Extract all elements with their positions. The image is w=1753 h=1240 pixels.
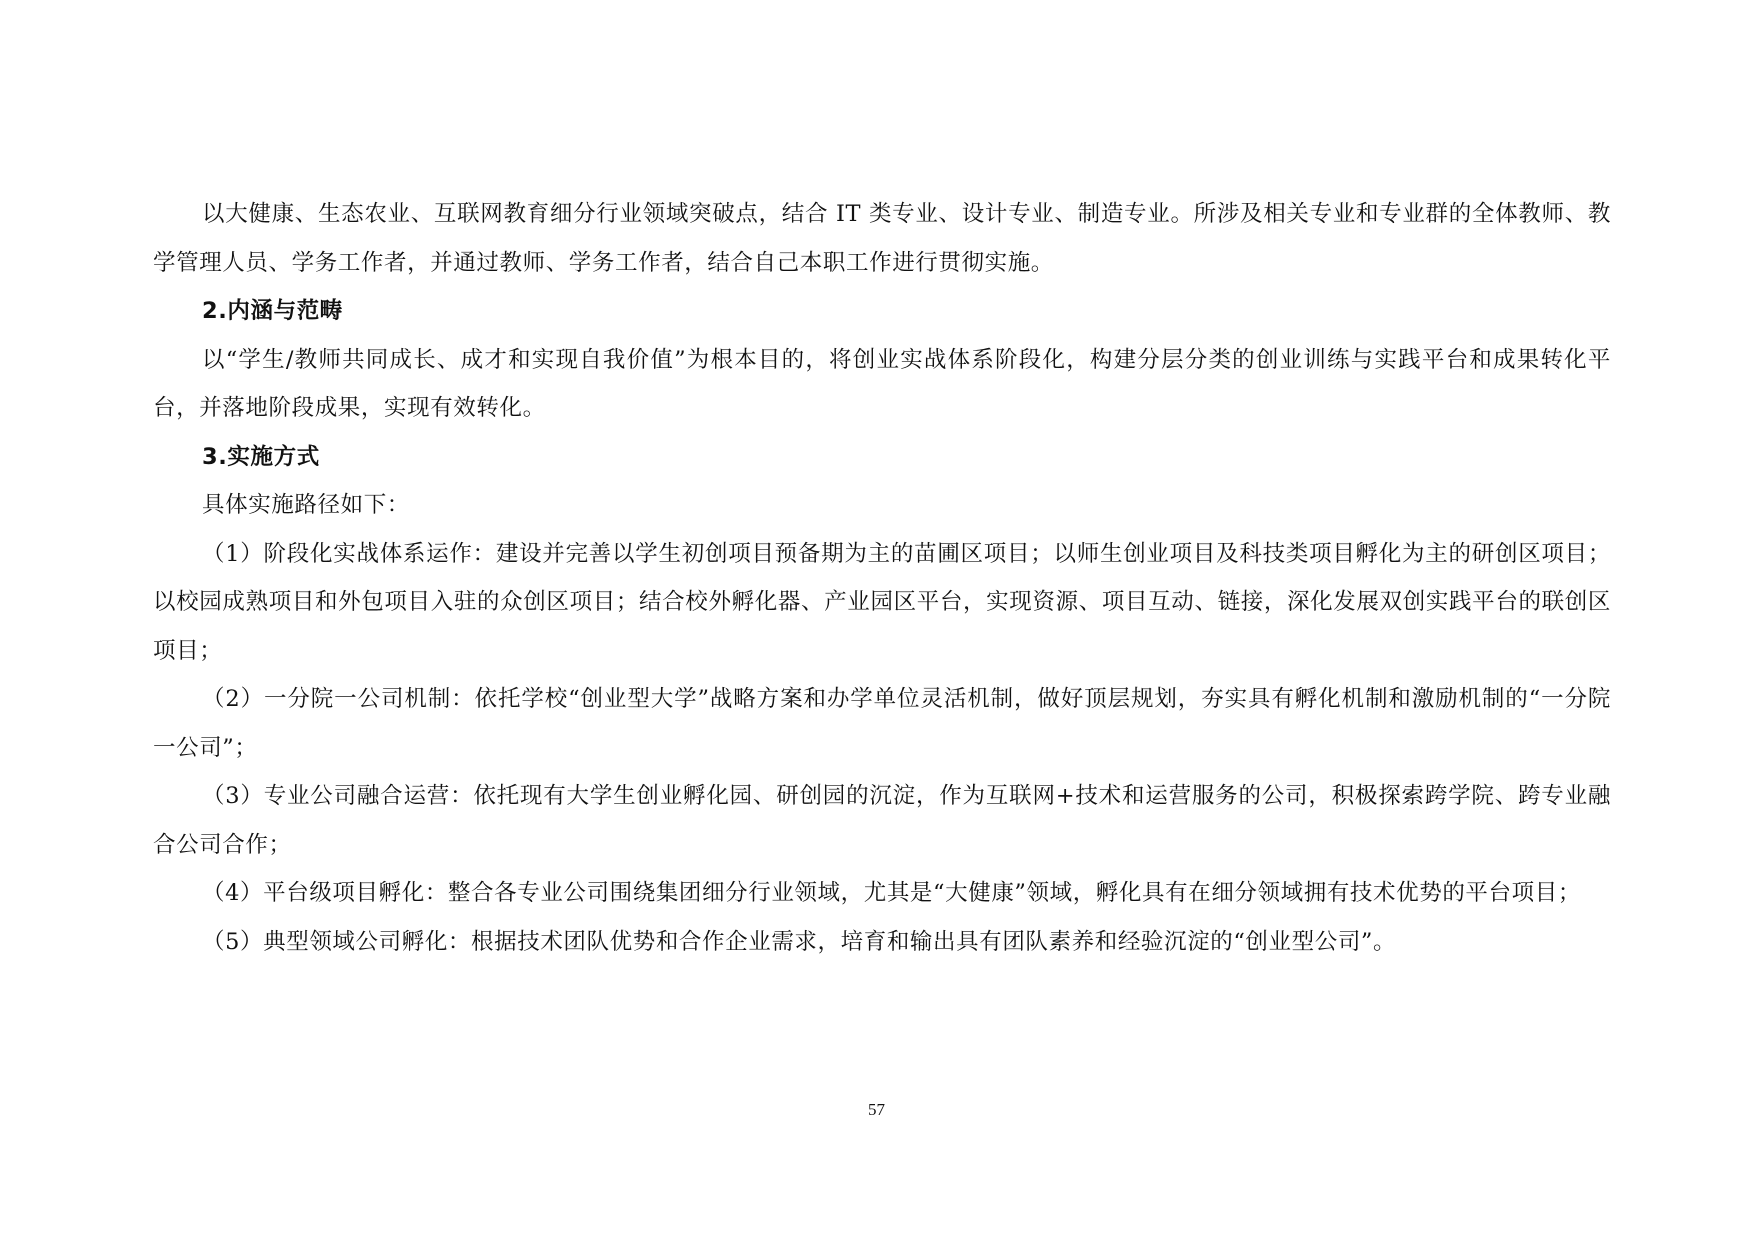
section-heading-connotation: 2.内涵与范畴 — [202, 298, 343, 324]
paragraph-connotation: 以“学生/教师共同成长、成才和实现自我价值”为根本目的，将创业实战体系阶段化，构建分层分类的创业训练与实践平台和成果转化平台，并落地阶段成果，实现有效转化。 — [153, 346, 1611, 421]
paragraph-item-5: （5）典型领域公司孵化：根据技术团队优势和合作企业需求，培育和输出具有团队素养和经验沉淀的“创业型公司”。 — [202, 928, 1397, 955]
page-number: 57 — [868, 1100, 885, 1119]
paragraph-scope: 以大健康、生态农业、互联网教育细分行业领域突破点，结合 IT 类专业、设计专业、制造专业。所涉及相关专业和专业群的全体教师、教学管理人员、学务工作者，并通过教师、学务工作者，结合自己本职工作进行贯彻实施。 — [153, 201, 1611, 276]
paragraph-path-intro: 具体实施路径如下： — [202, 492, 410, 518]
paragraph-item-4: （4）平台级项目孵化：整合各专业公司围绕集团细分行业领域，尤其是“大健康”领域，孵化具有在细分领域拥有技术优势的平台项目； — [202, 880, 1581, 906]
document-body — [153, 190, 1611, 966]
section-heading-implementation: 3.实施方式 — [202, 443, 320, 470]
paragraph-item-1: （1）阶段化实战体系运作：建设并完善以学生初创项目预备期为主的苗圃区项目；以师生创业项目及科技类项目孵化为主的研创区项目；以校园成熟项目和外包项目入驻的众创区项目；结合校外孵化器、产业园区平台，实现资源、项目互动、链接，深化发展双创实践平台的联创区项目； — [153, 540, 1611, 664]
paragraph-item-2: （2）一分院一公司机制：依托学校“创业型大学”战略方案和办学单位灵活机制，做好顶层规划，夯实具有孵化机制和激励机制的“一分院一公司”； — [153, 686, 1611, 761]
paragraph-item-3: （3）专业公司融合运营：依托现有大学生创业孵化园、研创园的沉淀，作为互联网+技术和运营服务的公司，积极探索跨学院、跨专业融合公司合作； — [153, 783, 1611, 858]
